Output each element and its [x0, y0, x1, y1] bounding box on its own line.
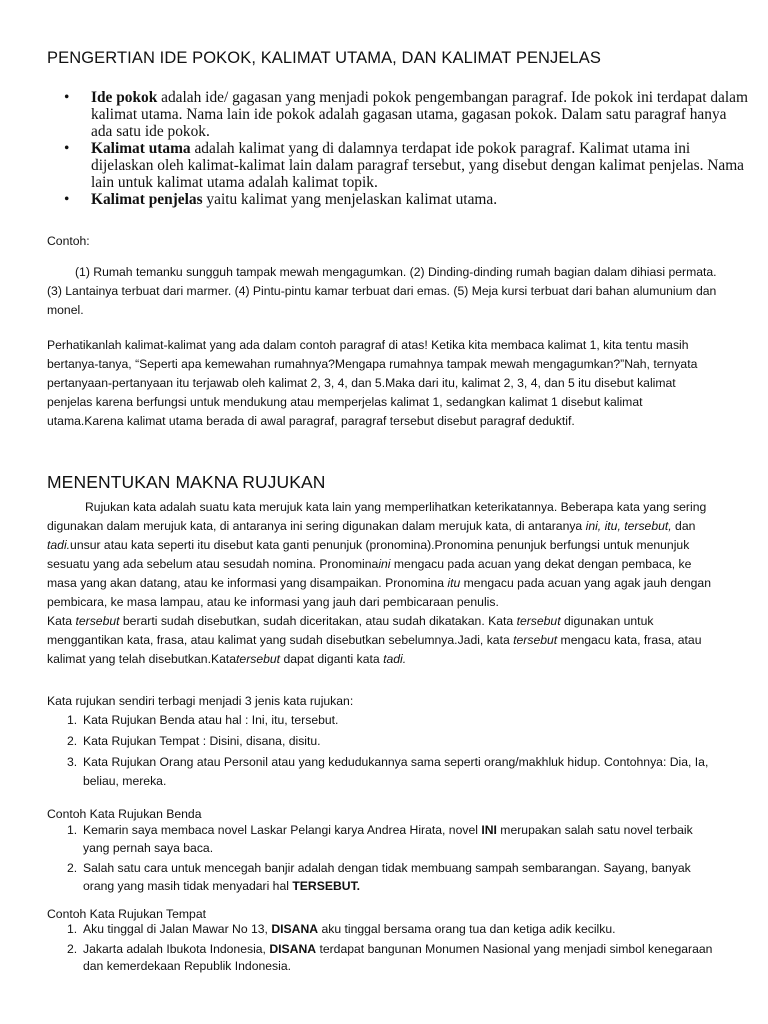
list-item: [47, 822, 721, 857]
jenis-rujukan-list: [47, 711, 721, 793]
term: Kalimat utama: [91, 140, 191, 157]
text-run: aku tinggal bersama orang tua dan ketiga adik kecilku.: [318, 922, 616, 936]
text-run: merupakan salah satu novel terbaik yang pernah saya baca.: [83, 823, 693, 855]
list-number: 1.: [67, 823, 78, 837]
text-run: Jakarta adalah Ibukota Indonesia,: [83, 941, 270, 956]
text-run: terdapat bangunan Monumen Nasional yang menjadi simbol kenegaraan dan kemerdekaan Republik Indonesia.: [83, 941, 713, 973]
tersebut-paragraph: [47, 612, 721, 669]
rujukan-paragraph: [47, 498, 721, 612]
text-run: Kata: [47, 614, 76, 628]
list-item: [66, 89, 750, 140]
definition-text: adalah kalimat yang di dalamnya terdapat ide pokok paragraf. Kalimat utama ini dijelaskan oleh kalimat-kalimat lain dalam paragraf tersebut, yang disebut dengan kalimat penjelas. Nama lain untuk kalimat utama adalah kalimat topik.: [91, 140, 745, 191]
bold-term: TERSEBUT.: [292, 878, 361, 893]
section-title-pengertian: PENGERTIAN IDE POKOK, KALIMAT UTAMA, DAN KALIMAT PENJELAS: [47, 49, 602, 67]
list-number: 1.: [67, 922, 78, 936]
bold-term: DISANA: [271, 922, 319, 936]
list-number: 2.: [67, 941, 78, 956]
tempat-subtitle: Contoh Kata Rujukan Tempat: [47, 907, 206, 921]
text-run: dan: [671, 519, 696, 533]
text-run: berarti sudah disebutkan, sudah diceritakan, atau sudah dikatakan. Kata: [119, 614, 517, 628]
text-run: Salah satu cara untuk mencegah banjir adalah dengan tidak membuang sampah sembarangan. Sayang, banyak orang yang masih tidak menyadari hal: [83, 861, 691, 893]
list-number: 3.: [67, 755, 78, 769]
text-run: Aku tinggal di Jalan Mawar No 13,: [83, 922, 272, 936]
text-run: digunakan untuk menggantikan kata, frasa, atau kalimat yang sudah disebutkan sebelumnya.Jadi, kata: [47, 614, 654, 647]
text-run: mengacu kata, frasa, atau kalimat yang telah disebutkan.Kata: [47, 633, 702, 666]
bold-term: DISANA: [269, 941, 317, 956]
benda-example-list: [47, 822, 721, 898]
analysis-paragraph: Perhatikanlah kalimat-kalimat yang ada dalam contoh paragraf di atas! Ketika kita membaca kalimat 1, kita tentu masih bertanya-tanya, “Seperti apa kemewahan rumahnya?Mengapa rumahnya tampak mewah mengagumkan?”Nah, ternyata pertanyaan-pertanyaan itu terjawab oleh kalimat 2, 3, 4, dan 5.Maka dari itu, kalimat 2, 3, 4, dan 5 itu disebut kalimat penjelas karena berfungsi untuk mendukung atau memperjelas kalimat 1, sedangkan kalimat 1 disebut kalimat utama.Karena kalimat utama berada di awal paragraf, paragraf tersebut disebut paragraf deduktif.: [47, 338, 698, 428]
term: Ide pokok: [91, 89, 158, 106]
kata-rujukan-intro: Kata rujukan sendiri terbagi menjadi 3 jenis kata rujukan:: [47, 694, 354, 708]
tempat-example-list: [47, 921, 721, 978]
italic-term: ini: [378, 557, 391, 571]
list-number: 2.: [67, 861, 78, 875]
list-number: 2.: [67, 734, 78, 748]
italic-term: tersebut: [513, 633, 558, 647]
italic-term: tersebut: [516, 614, 561, 628]
text-run: Kemarin saya membaca novel Laskar Pelangi karya Andrea Hirata, novel: [83, 823, 482, 837]
contoh-label: Contoh:: [47, 234, 90, 248]
list-item: [47, 941, 721, 976]
list-item: [47, 711, 721, 730]
definition-text: yaitu kalimat yang menjelaskan kalimat utama.: [202, 191, 498, 208]
italic-term: tadi.: [47, 538, 71, 552]
list-item: [47, 753, 721, 791]
rujukan-body: [47, 498, 721, 669]
list-number: 1.: [67, 713, 78, 727]
list-text: Kata Rujukan Benda atau hal : Ini, itu, tersebut.: [83, 713, 339, 727]
text-run: Rujukan kata adalah suatu kata merujuk kata lain yang memperlihatkan keterikatannya. Beberapa kata yang sering digunakan dalam merujuk kata, di antaranya ini sering digunakan dalam merujuk kata, di antaranya: [47, 500, 707, 533]
list-text: Kata Rujukan Orang atau Personil atau yang kedudukannya sama seperti orang/makhluk hidup. Contohnya: Dia, Ia, beliau, mereka.: [83, 755, 709, 788]
text-run: unsur atau kata seperti itu disebut kata ganti penunjuk (pronomina).Pronomina penunjuk berfungsi untuk menunjuk sesuatu yang ada sebelum atau sesudah nomina. Pronomina: [47, 538, 690, 571]
definition-text: adalah ide/ gagasan yang menjadi pokok pengembangan paragraf. Ide pokok ini terdapat dalam kalimat utama. Nama lain ide pokok adalah gagasan utama, gagasan pokok. Dalam satu paragraf hanya ada satu ide pokok.: [91, 89, 748, 140]
italic-term: tersebut,: [624, 519, 672, 533]
list-item: [47, 921, 721, 939]
example-paragraph: (1) Rumah temanku sungguh tampak mewah mengagumkan. (2) Dinding-dinding rumah bagian dalam dihiasi permata. (3) Lantainya terbuat dari marmer. (4) Pintu-pintu kamar terbuat dari emas. (5) Meja kursi terbuat dari bahan alumunium dan monel.: [47, 265, 717, 317]
bold-term: INI: [481, 823, 497, 837]
italic-term: itu: [447, 576, 461, 590]
section-title-rujukan: MENENTUKAN MAKNA RUJUKAN: [47, 472, 326, 492]
italic-term: tersebut: [236, 652, 281, 666]
list-item: [47, 860, 721, 895]
italic-term: tersebut: [75, 614, 120, 628]
text-run: mengacu pada acuan yang dekat dengan pembaca, ke masa yang akan datang, atau ke informasi yang disampaikan. Pronomina: [47, 557, 692, 590]
list-item: [66, 191, 750, 208]
list-text: Kata Rujukan Tempat : Disini, disana, disitu.: [83, 734, 321, 748]
term: Kalimat penjelas: [91, 191, 203, 208]
benda-subtitle: Contoh Kata Rujukan Benda: [47, 807, 202, 821]
italic-term: tadi.: [383, 652, 407, 666]
text-run: mengacu pada acuan yang agak jauh dengan pembicara, ke masa lampau, atau ke informasi yang jauh dari pembicaraan penulis.: [47, 576, 711, 609]
definition-list: [66, 89, 750, 208]
list-item: [47, 732, 721, 751]
italic-term: ini, itu,: [585, 519, 621, 533]
text-run: dapat diganti kata: [280, 652, 384, 666]
list-item: [66, 140, 750, 191]
